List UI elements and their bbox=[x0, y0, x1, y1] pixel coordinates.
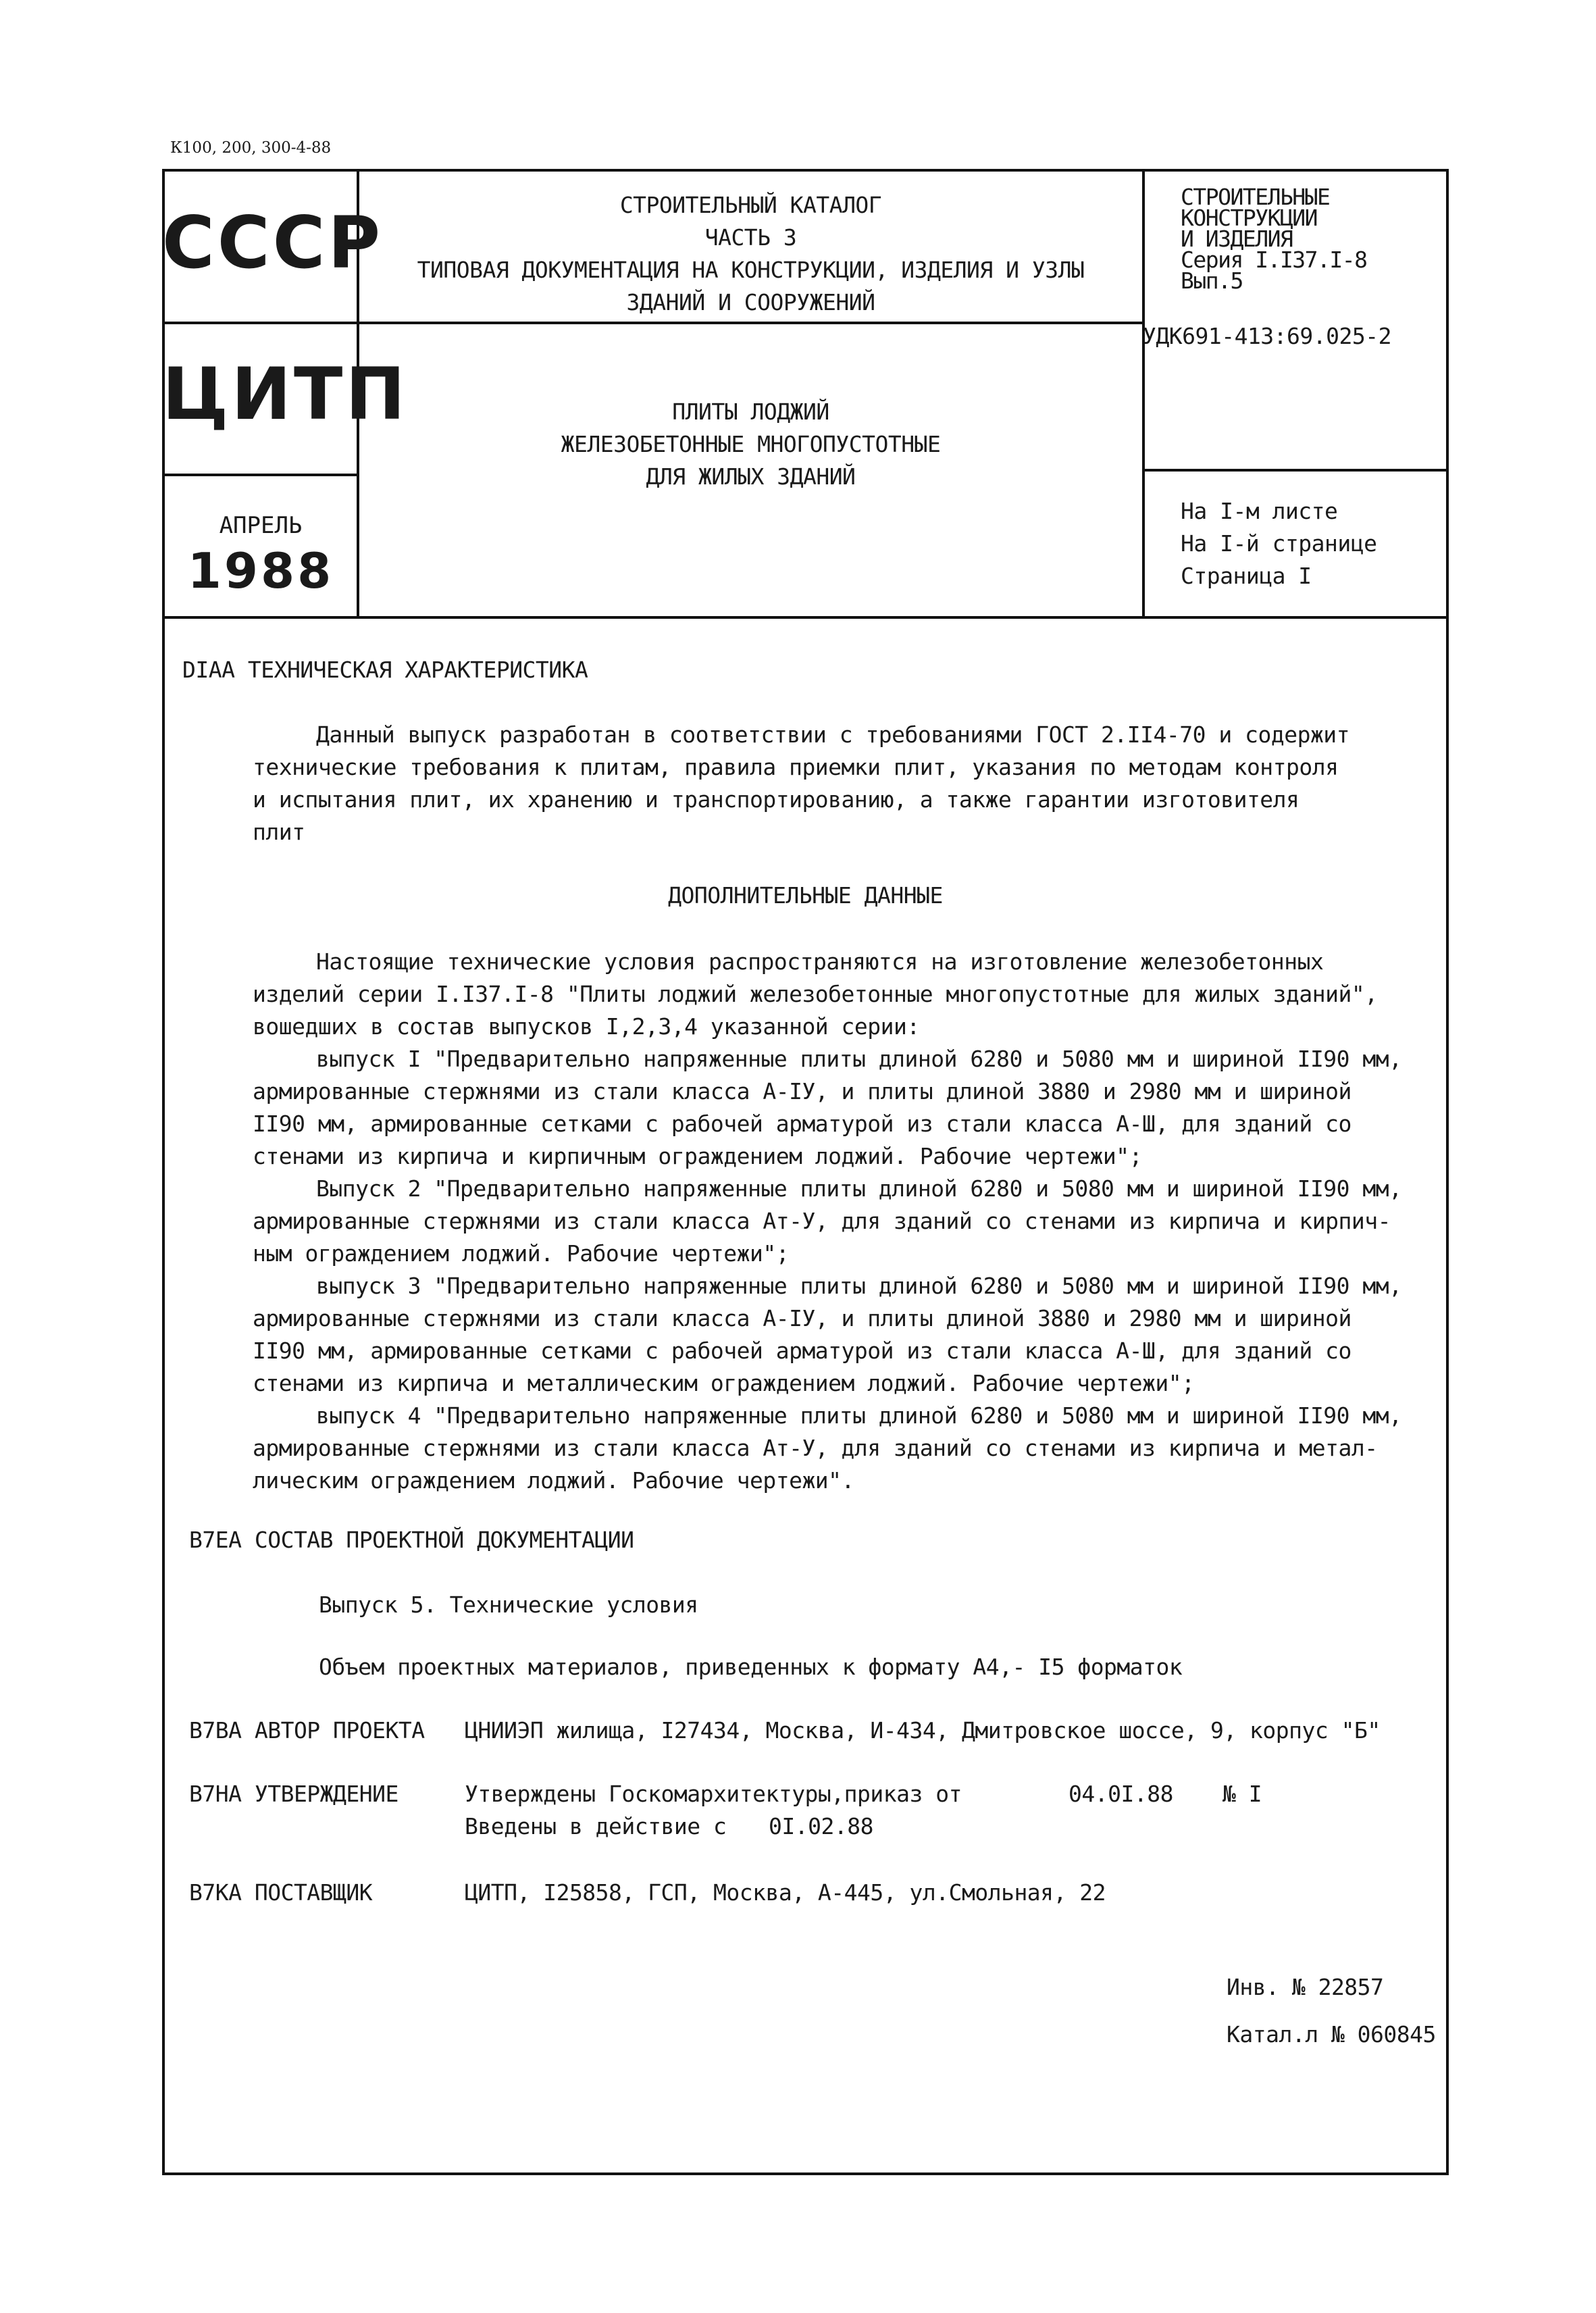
supplier-label: B7KA ПОСТАВЩИК bbox=[189, 1879, 373, 1906]
extra-line: лическим ограждением лоджий. Рабочие чертежи". bbox=[253, 1467, 854, 1494]
sheet-line: Страница I bbox=[1181, 563, 1312, 589]
title-line: ЖЕЛЕЗОБЕТОННЫЕ МНОГОПУСТОТНЫЕ bbox=[561, 431, 941, 457]
top-code-text: К100, 200, 300-4-88 bbox=[170, 139, 332, 157]
section-docs-heading: B7EA СОСТАВ ПРОЕКТНОЙ ДОКУМЕНТАЦИИ bbox=[189, 1527, 634, 1553]
extra-line: Настоящие технические условия распространяются на изготовление железобетонных bbox=[316, 948, 1324, 975]
tech-line: Данный выпуск разработан в соответствии с требованиями ГОСТ 2.II4-70 и содержит bbox=[316, 721, 1350, 748]
extra-line: стенами из кирпича и кирпичным ограждением лоджий. Рабочие чертежи"; bbox=[253, 1143, 1143, 1169]
extra-line: армированные стержнями из стали класса А-IУ, и плиты длиной 3880 и 2980 мм и шириной bbox=[253, 1078, 1352, 1104]
extra-line: ным ограждением лоджий. Рабочие чертежи"; bbox=[253, 1240, 790, 1267]
approval-order: Утверждены Госкомархитектуры,приказ от bbox=[465, 1781, 962, 1807]
tech-line: технические требования к плитам, правила приемки плит, указания по методам контроля bbox=[253, 754, 1339, 780]
sheet-line: На I-м листе bbox=[1181, 498, 1338, 524]
catalog-line: ТИПОВАЯ ДОКУМЕНТАЦИЯ НА КОНСТРУКЦИИ, ИЗДЕЛИЯ И УЗЛЫ bbox=[417, 257, 1085, 283]
sheet-divider bbox=[1142, 469, 1449, 472]
document-title bbox=[359, 396, 1142, 493]
series-line: КОНСТРУКЦИИ bbox=[1181, 205, 1318, 231]
extra-line: Выпуск 2 "Предварительно напряженные плиты длиной 6280 и 5080 мм и шириной II90 мм, bbox=[316, 1175, 1402, 1202]
sheet-line: На I-й странице bbox=[1181, 530, 1377, 557]
approval-date: 04.0I.88 bbox=[1069, 1781, 1173, 1807]
extra-line: выпуск 4 "Предварительно напряженные плиты длиной 6280 и 5080 мм и шириной II90 мм, bbox=[316, 1402, 1402, 1429]
section-extra-heading: ДОПОЛНИТЕЛЬНЫЕ ДАННЫЕ bbox=[668, 882, 943, 909]
docs-line-volume: Объем проектных материалов, приведенных к формату А4,- I5 форматок bbox=[319, 1654, 1183, 1680]
extra-line: армированные стержнями из стали класса А-IУ, и плиты длиной 3880 и 2980 мм и шириной bbox=[253, 1305, 1352, 1331]
catalog-line: СТРОИТЕЛЬНЫЙ КАТАЛОГ bbox=[619, 192, 882, 218]
logo-divider bbox=[162, 474, 359, 476]
title-line: ДЛЯ ЖИЛЫХ ЗДАНИЙ bbox=[646, 463, 856, 490]
effective-date: 0I.02.88 bbox=[769, 1813, 873, 1839]
docs-line-issue: Выпуск 5. Технические условия bbox=[319, 1592, 698, 1618]
logo-ussr: СССР bbox=[162, 201, 384, 284]
sheet-info bbox=[1181, 495, 1377, 592]
extra-line: выпуск I "Предварительно напряженные плиты длиной 6280 и 5080 мм и шириной II90 мм, bbox=[316, 1046, 1402, 1072]
catalog-block bbox=[359, 189, 1142, 319]
author-value: ЦНИИЭП жилища, I27434, Москва, И-434, Дмитровское шоссе, 9, корпус "Б" bbox=[465, 1717, 1381, 1744]
catalog-line: ЗДАНИЙ И СООРУЖЕНИЙ bbox=[626, 289, 875, 315]
series-block bbox=[1181, 184, 1367, 294]
extra-line: стенами из кирпича и металлическим ограждением лоджий. Рабочие чертежи"; bbox=[253, 1370, 1195, 1396]
approval-number: № I bbox=[1222, 1781, 1262, 1807]
section-tech-body bbox=[253, 719, 1349, 848]
author-label: B7BA АВТОР ПРОЕКТА bbox=[189, 1717, 425, 1744]
section-tech-heading: DIAA ТЕХНИЧЕСКАЯ ХАРАКТЕРИСТИКА bbox=[182, 657, 588, 683]
tech-line: и испытания плит, их хранению и транспортированию, а также гарантии изготовителя bbox=[253, 786, 1299, 813]
series-line: СТРОИТЕЛЬНЫЕ bbox=[1181, 184, 1330, 210]
extra-line: армированные стержнями из стали класса Ат-У, для зданий со стенами из кирпича и метал- bbox=[253, 1435, 1378, 1461]
catalog-sheet-number: Катал.л № 060845 bbox=[1227, 2021, 1436, 2048]
title-line: ПЛИТЫ ЛОДЖИЙ bbox=[672, 399, 829, 425]
udk-code: УДК691-413:69.025-2 bbox=[1143, 323, 1391, 349]
header-bottom-line bbox=[162, 616, 1449, 619]
extra-line: II90 мм, армированные сетками с рабочей арматурой из стали класса А-Ш, для зданий со bbox=[253, 1338, 1352, 1364]
extra-line: выпуск 3 "Предварительно напряженные плиты длиной 6280 и 5080 мм и шириной II90 мм, bbox=[316, 1273, 1402, 1299]
issue-year: 1988 bbox=[187, 542, 334, 599]
section-extra-body bbox=[253, 946, 1402, 1497]
series-number: Серия I.I37.I-8 bbox=[1181, 247, 1367, 273]
approval-label: B7HA УТВЕРЖДЕНИЕ bbox=[189, 1781, 398, 1807]
tech-line: плит bbox=[253, 819, 305, 845]
extra-line: вошедших в состав выпусков I,2,3,4 указанной серии: bbox=[253, 1013, 920, 1040]
extra-line: изделий серии I.I37.I-8 "Плиты лоджий железобетонные многопустотные для жилых зданий", bbox=[253, 981, 1378, 1007]
effective-label: Введены в действие с bbox=[465, 1813, 727, 1839]
catalog-line: ЧАСТЬ 3 bbox=[704, 224, 797, 251]
extra-line: армированные стержнями из стали класса Ат-У, для зданий со стенами из кирпича и кирпич- bbox=[253, 1208, 1391, 1234]
right-column-divider bbox=[1142, 169, 1145, 619]
top-code bbox=[170, 139, 331, 157]
extra-line: II90 мм, армированные сетками с рабочей арматурой из стали класса А-Ш, для зданий со bbox=[253, 1111, 1352, 1137]
inventory-number: Инв. № 22857 bbox=[1227, 1974, 1384, 2000]
series-line: И ИЗДЕЛИЯ bbox=[1181, 226, 1293, 252]
issue-number: Вып.5 bbox=[1181, 268, 1243, 294]
logo-citp: ЦИТП bbox=[162, 353, 409, 436]
issue-month: АПРЕЛЬ bbox=[219, 512, 303, 539]
supplier-value: ЦИТП, I25858, ГСП, Москва, А-445, ул.Смольная, 22 bbox=[465, 1879, 1106, 1906]
header-divider-1 bbox=[162, 322, 1145, 324]
